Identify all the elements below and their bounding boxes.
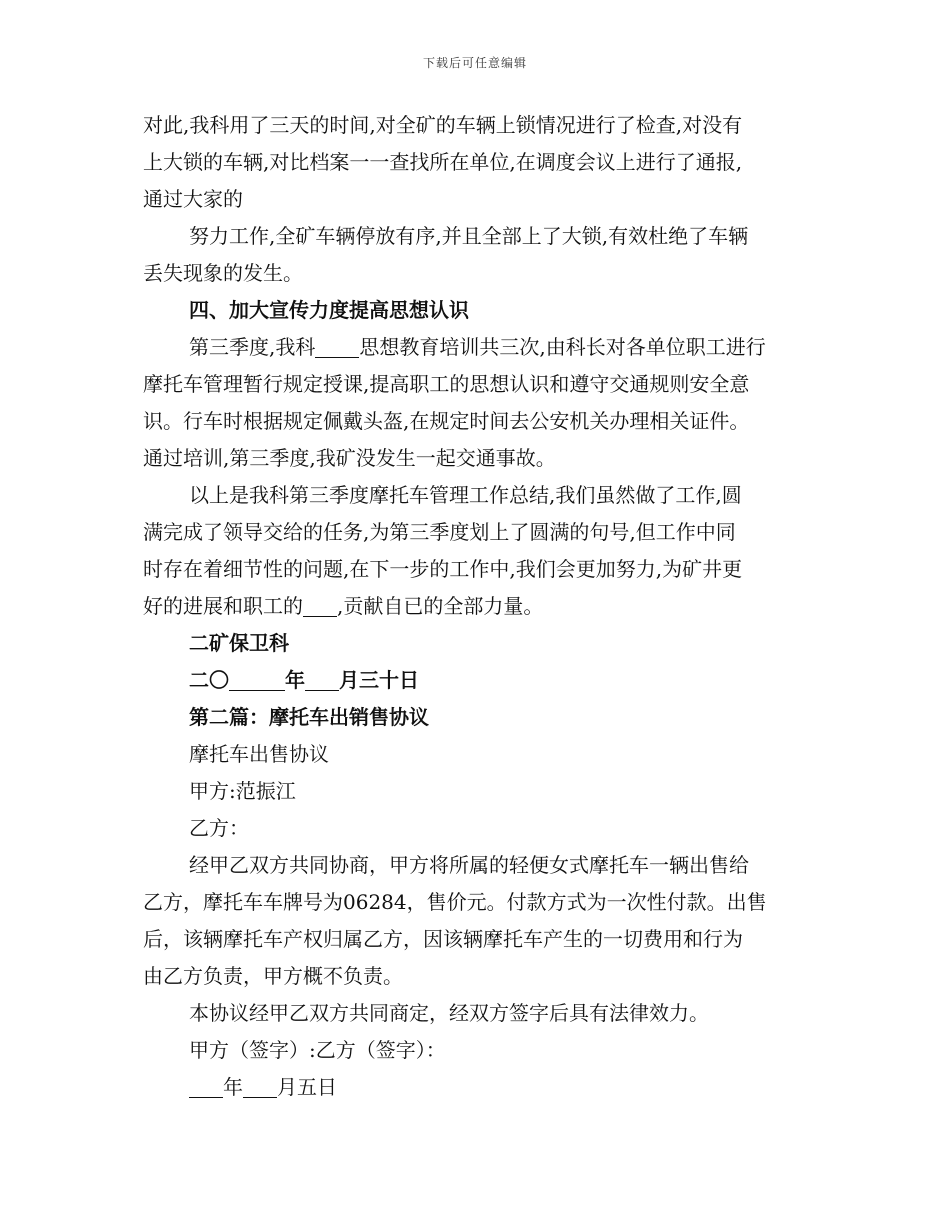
text-run: ,贡献自已的全部力量。 xyxy=(337,594,544,618)
text-run: 月三十日 xyxy=(339,668,419,692)
paragraph-line: 满完成了领导交给的任务,为第三季度划上了圆满的句号,但工作中同 xyxy=(143,520,736,544)
text-run: 年 xyxy=(223,1075,243,1099)
paragraph-line: 通过大家的 xyxy=(143,187,243,211)
document-body xyxy=(143,107,813,1106)
paragraph-line: 本协议经甲乙双方共同商定，经双方签字后具有法律效力。 xyxy=(189,1001,709,1025)
paragraph-line: 上大锁的车辆,对比档案一一查找所在单位,在调度会议上进行了通报, xyxy=(143,150,743,174)
text-run: 年 xyxy=(285,668,305,692)
signature-date xyxy=(143,662,813,699)
section-heading: 第二篇：摩托车出销售协议 xyxy=(189,705,429,729)
paragraph-line: 由乙方负责，甲方概不负责。 xyxy=(143,964,403,988)
agreement-date xyxy=(143,1069,813,1106)
paragraph-line: 努力工作,全矿车辆停放有序,并且全部上了大锁,有效杜绝了车辆 xyxy=(189,224,749,248)
page-header: 下载后可任意编辑 xyxy=(422,56,527,70)
fill-blank xyxy=(243,1075,277,1098)
party-a: 甲方:范振江 xyxy=(189,779,296,803)
fill-blank xyxy=(229,668,285,691)
paragraph-line: 以上是我科第三季度摩托车管理工作总结,我们虽然做了工作,圆 xyxy=(189,483,742,507)
paragraph-line xyxy=(143,588,813,625)
text-run: 第三季度,我科 xyxy=(189,335,316,359)
fill-blank xyxy=(305,668,339,691)
paragraph-line: 通过培训,第三季度,我矿没发生一起交通事故。 xyxy=(143,446,556,470)
paragraph-line: 后，该辆摩托车产权归属乙方，因该辆摩托车产生的一切费用和行为 xyxy=(143,927,743,951)
fill-blank xyxy=(189,1075,223,1098)
text-run: 好的进展和职工的 xyxy=(143,594,303,618)
signature-line: 甲方（签字）:乙方（签字）： xyxy=(189,1038,446,1062)
party-b: 乙方： xyxy=(189,816,249,840)
paragraph-line: 经甲乙双方共同协商，甲方将所属的轻便女式摩托车一辆出售给 xyxy=(189,853,749,877)
text-run: 月五日 xyxy=(277,1075,337,1099)
paragraph-line: 丢失现象的发生。 xyxy=(143,261,303,285)
paragraph-line xyxy=(143,329,813,366)
agreement-title: 摩托车出售协议 xyxy=(189,742,329,766)
text-run: 二〇 xyxy=(189,668,229,692)
fill-blank xyxy=(315,335,359,358)
paragraph-line: 时存在着细节性的问题,在下一步的工作中,我们会更加努力,为矿井更 xyxy=(143,557,743,581)
paragraph-line: 乙方，摩托车车牌号为06284，售价元。付款方式为一次性付款。出售 xyxy=(143,890,767,914)
section-heading: 四、加大宣传力度提高思想认识 xyxy=(189,298,469,322)
paragraph-line: 对此,我科用了三天的时间,对全矿的车辆上锁情况进行了检查,对没有 xyxy=(143,113,743,137)
signature-unit: 二矿保卫科 xyxy=(189,631,289,655)
paragraph-line: 识。行车时根据规定佩戴头盔,在规定时间去公安机关办理相关证件。 xyxy=(143,409,750,433)
text-run: 思想教育培训共三次,由科长对各单位职工进行 xyxy=(359,335,766,359)
fill-blank xyxy=(303,594,337,617)
paragraph-line: 摩托车管理暂行规定授课,提高职工的思想认识和遵守交通规则安全意 xyxy=(143,372,750,396)
